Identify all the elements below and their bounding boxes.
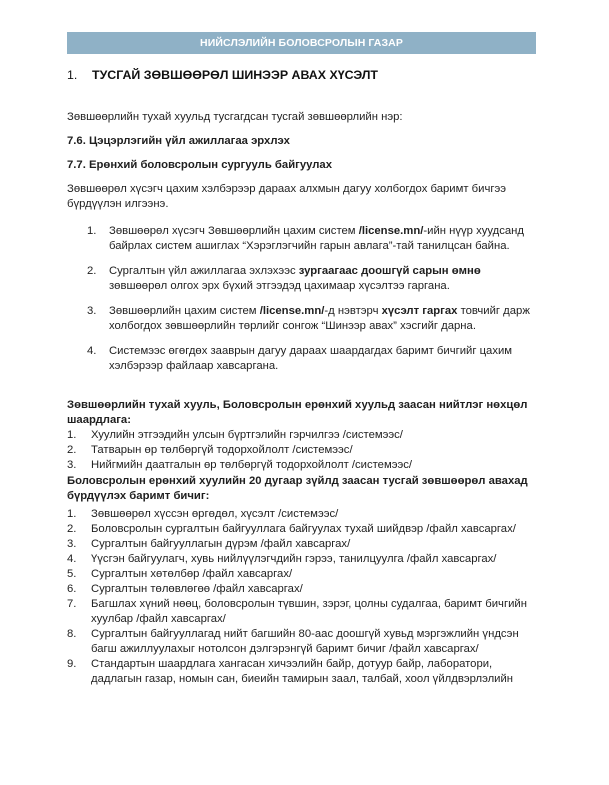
section-number: 1. [67, 68, 78, 82]
list-item: 1. Хуулийн этгээдийн улсын бүртгэлийн гэрчилгээ /системээс/ [67, 429, 403, 441]
step-item [87, 264, 537, 294]
step-text: -д нэвтэрч [324, 305, 382, 317]
permit-7-7: 7.7. Ерөнхий боловсролын сургууль байгуулах [67, 159, 332, 171]
list-item: 8. Сургалтын байгууллагад нийт багшийн 80-аас доошгүй хувьд мэргэжлийн үндсэн багш ажиллуулахыг нотолсон дэлгэрэнгүй баримт бичиг /файл хавсаргах/ [67, 628, 519, 655]
organization-banner: НИЙСЛЭЛИЙН БОЛОВСРОЛЫН ГАЗАР [67, 32, 536, 54]
section-heading [67, 68, 378, 83]
step-emphasis: хүсэлт гаргах [381, 305, 458, 317]
list-item: 5. Сургалтын хөтөлбөр /файл хавсаргах/ [67, 568, 293, 580]
step-number: 4. [87, 345, 97, 357]
step-text: Зөвшөөрөл хүсэгч Зөвшөөрлийн цахим систем [109, 225, 359, 237]
list-item: 2. Татварын өр төлбөргүй тодорхойлолт /системээс/ [67, 444, 353, 456]
general-requirements-title: Зөвшөөрлийн тухай хууль, Боловсролын ерөнхий хуульд заасан нийтлэг нөхцөл шаардлага: [67, 399, 528, 426]
general-requirements-list [67, 428, 542, 473]
step-item [87, 344, 537, 374]
list-item: 7. Багшлах хүний нөөц, боловсролын түвшин, зэрэг, цолны судалгаа, баримт бичгийн хуулбар /файл хавсаргах/ [67, 598, 527, 625]
list-item: 4. Үүсгэн байгуулагч, хувь нийлүүлэгчдийн гэрээ, танилцуулга /файл хавсаргах/ [67, 553, 497, 565]
step-item [87, 304, 537, 334]
list-item: 9. Стандартын шаардлага хангасан хичээлийн байр, дотуур байр, лаборатори, дадлагын газар, номын сан, биеийн тамирын заал, талбай, хоол үйлдвэрлэлийн [67, 658, 514, 685]
step-link[interactable]: /license.mn/ [358, 225, 424, 237]
step-text: Сургалтын үйл ажиллагаа эхлэхээс [109, 265, 299, 277]
step-item [87, 224, 537, 254]
step-text: товчийг дарж холбогдох зөвшөөрлийн төрлийг сонгож “Шинээр авах” хэсгийг дарна. [109, 305, 530, 332]
step-number: 3. [87, 305, 97, 317]
step-text: Зөвшөөрлийн цахим систем [109, 305, 260, 317]
intro-text: Зөвшөөрлийн тухай хуульд тусгагдсан тусгай зөвшөөрлийн нэр: [67, 111, 403, 123]
permit-7-6: 7.6. Цэцэрлэгийн үйл ажиллагаа эрхлэх [67, 135, 290, 147]
list-item: 3. Сургалтын байгууллагын дүрэм /файл хавсаргах/ [67, 538, 351, 550]
special-requirements-list [67, 507, 542, 687]
step-text: Системээс өгөгдөх зааврын дагуу дараах шаардагдах баримт бичгийг цахим хэлбэрээр файлаар хавсаргана. [109, 345, 513, 372]
step-text: -ийн нүүр хуудсанд байрлах систем ашиглах “Хэрэглэгчийн гарын авлага”-тай танилцсан байна. [109, 225, 525, 252]
step-number: 2. [87, 265, 97, 277]
steps-list [87, 224, 537, 384]
list-item: 2. Боловсролын сургалтын байгууллага байгуулах тухай шийдвэр /файл хавсаргах/ [67, 523, 516, 535]
list-item: 3. Нийгмийн даатгалын өр төлбөргүй тодорхойлолт /системээс/ [67, 459, 413, 471]
submission-paragraph: Зөвшөөрөл хүсэгч цахим хэлбэрээр дараах алхмын дагуу холбогдох баримт бичгээ бүрдүүлэн илгээнэ. [67, 183, 506, 210]
step-number: 1. [87, 225, 97, 237]
step-text: зөвшөөрөл олгох эрх бүхий этгээдэд цахимаар хүсэлтээ гаргана. [109, 280, 450, 292]
section-title: ТУСГАЙ ЗӨВШӨӨРӨЛ ШИНЭЭР АВАХ ХҮСЭЛТ [92, 68, 378, 82]
special-requirements-title: Боловсролын ерөнхий хуулийн 20 дугаар зүйлд заасан тусгай зөвшөөрөл авахад бүрдүүлэх баримт бичиг: [67, 475, 528, 502]
list-item: 1. Зөвшөөрөл хүссэн өргөдөл, хүсэлт /системээс/ [67, 508, 339, 520]
list-item: 6. Сургалтын төлөвлөгөө /файл хавсаргах/ [67, 583, 303, 595]
step-link[interactable]: /license.mn/ [259, 305, 325, 317]
step-emphasis: зургаагаас доошгүй сарын өмнө [298, 265, 481, 277]
